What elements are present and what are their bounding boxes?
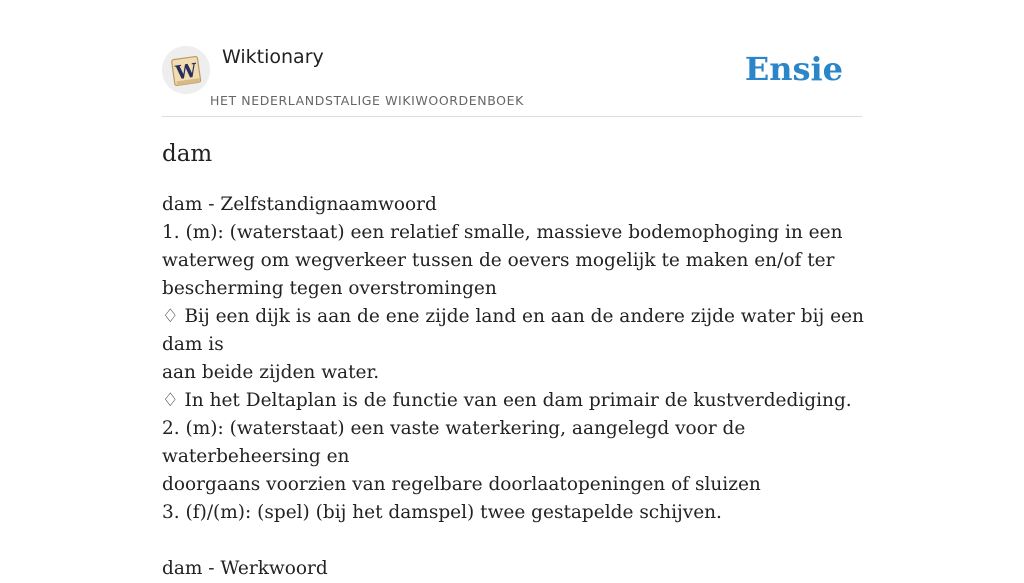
site-header: [162, 40, 862, 117]
example-2: ♢ In het Deltaplan is de functie van een dam primair de kustverdediging.: [162, 390, 852, 411]
definition-2-line-2: doorgaans voorzien van regelbare doorlaatopeningen of sluizen: [162, 474, 761, 495]
definition-1-line-2: waterweg om wegverkeer tussen de oevers mogelijk te maken en/of ter: [162, 250, 835, 271]
ensie-brand-link[interactable]: Ensie: [744, 50, 843, 88]
site-tagline: HET NEDERLANDSTALIGE WIKIWOORDENBOEK: [210, 93, 524, 108]
section-heading: dam - Werkwoord: [162, 558, 328, 579]
entry-title: dam: [162, 141, 213, 167]
section-spacer: [162, 527, 874, 555]
section-heading: dam - Zelfstandignaamwoord: [162, 194, 437, 215]
definition-1-line-1: 1. (m): (waterstaat) een relatief smalle, massieve bodemophoging in een: [162, 222, 843, 243]
definition-2-line-1: 2. (m): (waterstaat) een vaste waterkering, aangelegd voor de waterbeheersing en: [162, 418, 746, 467]
example-1-line-1: ♢ Bij een dijk is aan de ene zijde land en aan de andere zijde water bij een dam is: [162, 306, 864, 355]
definition-3: 3. (f)/(m): (spel) (bij het damspel) twee gestapelde schijven.: [162, 502, 722, 523]
example-1-line-2: aan beide zijden water.: [162, 362, 380, 383]
logo-letter: W: [174, 59, 199, 85]
wiktionary-logo-icon[interactable]: [162, 46, 210, 94]
definition-1-line-3: bescherming tegen overstromingen: [162, 278, 497, 299]
entry-content: [162, 136, 874, 583]
site-name[interactable]: Wiktionary: [222, 46, 324, 68]
